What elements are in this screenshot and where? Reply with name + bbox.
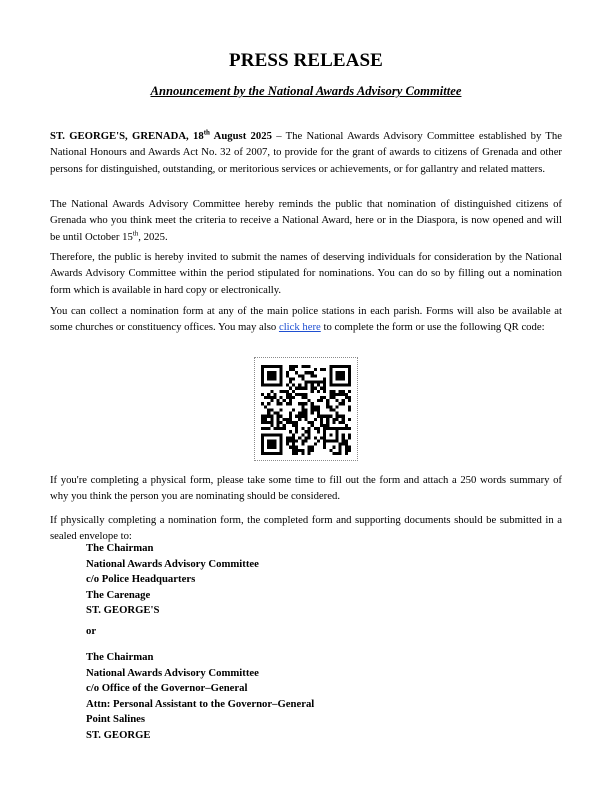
paragraph-submission: If physically completing a nomination form, the completed form and supporting documents should be submitted in a sealed envelope to: [50, 514, 562, 543]
paragraph-dateline: ST. GEORGE'S, GRENADA, 18th August 2025 – The National Awards Advisory Committee established by The National Honours and Awards Act No. 32 of 2007, to provide for the grant of awards to citizens of Grenada and other persons for distinguished, outstanding, or meritorious services or achievements, or for gallantry and related matters. [50, 128, 562, 175]
address-line: The Chairman [86, 542, 154, 554]
address-line: The Carenage [86, 588, 151, 601]
paragraph-invitation: Therefore, the public is hereby invited to submit the names of deserving individuals for consideration by the National Awards Advisory Committee within the period stipulated for nominations. You can do so by filling out a nomination form which is available in hard copy or electronically. [50, 251, 562, 296]
address-line: ST. GEORGE [86, 728, 151, 741]
address-line: c/o Office of the Governor–General [86, 682, 248, 695]
address-line: Point Salines [86, 713, 146, 726]
click-here-link[interactable]: click here [278, 321, 321, 334]
qr-code-icon [261, 365, 351, 455]
address-block-police-hq [86, 541, 259, 619]
address-line: c/o Police Headquarters [86, 573, 196, 586]
address-line: Attn: Personal Assistant to the Governor–General [86, 697, 315, 710]
address-line: National Awards Advisory Committee [86, 666, 259, 679]
dateline: ST. GEORGE'S, GRENADA, 18th August 2025 [50, 128, 272, 142]
paragraph-collect-form: You can collect a nomination form at any of the main police stations in each parish. Forms will also be available at some churches or constituency offices. You may also click here to complete the form or use the following QR code: [50, 305, 562, 334]
address-line: ST. GEORGE'S [86, 604, 160, 617]
address-line: The Chairman [86, 651, 154, 663]
address-line: National Awards Advisory Committee [86, 557, 259, 570]
page-title: PRESS RELEASE [229, 50, 383, 71]
address-block-governor-general [86, 650, 314, 744]
page-subtitle: Announcement by the National Awards Advisory Committee [150, 84, 462, 98]
paragraph-nomination-period: The National Awards Advisory Committee hereby reminds the public that nomination of distinguished citizens of Grenada who you think meet the criteria to receive a National Award, here or in the Diaspora, is now opened and will be until October 15th, 2025. [50, 198, 562, 243]
qr-code[interactable] [254, 357, 358, 461]
paragraph-physical-form: If you're completing a physical form, please take some time to fill out the form and attach a 250 words summary of why you think the person you are nominating should be considered. [50, 474, 562, 503]
or-separator: or [86, 625, 97, 637]
